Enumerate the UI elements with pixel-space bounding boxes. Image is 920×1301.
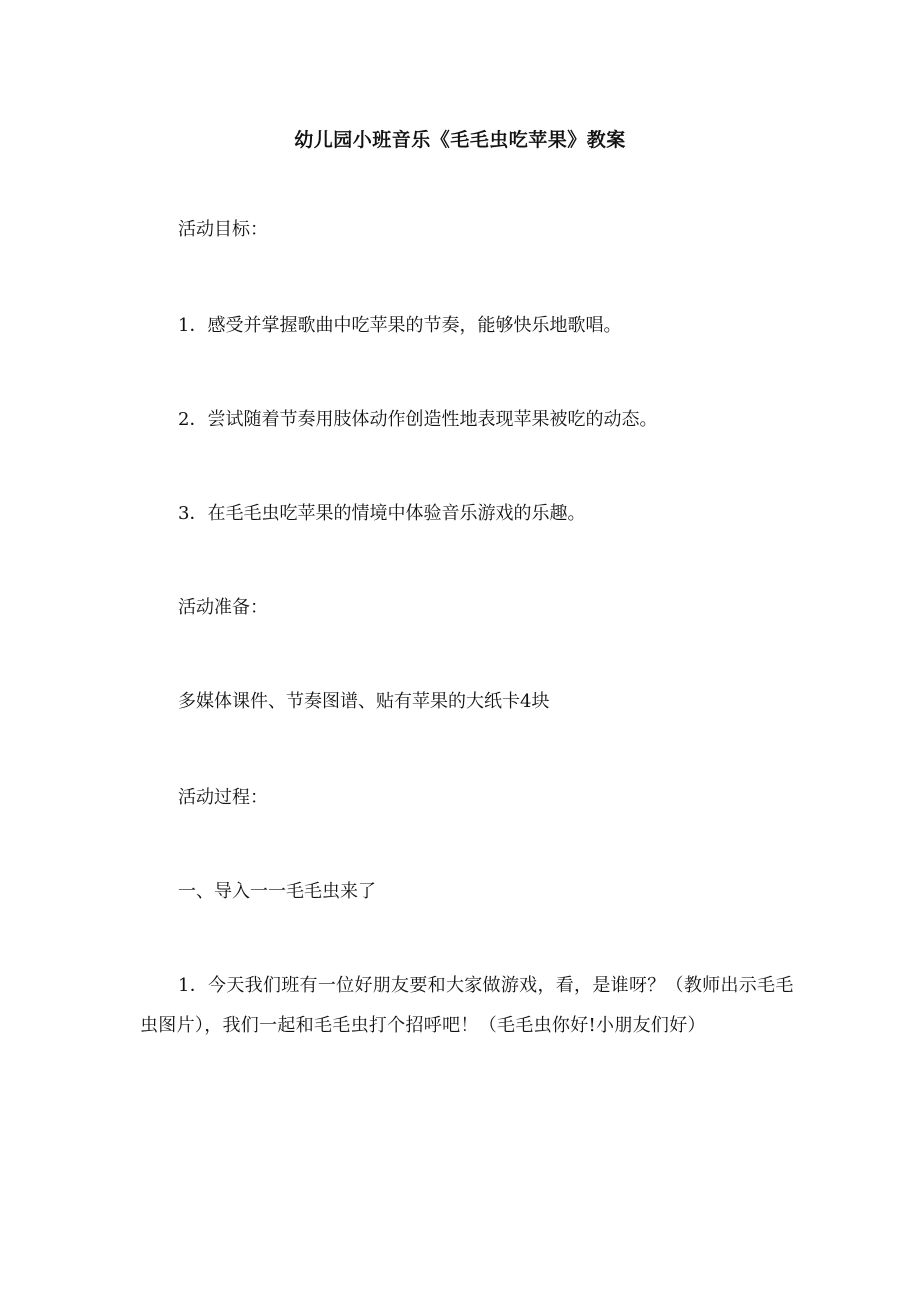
goal-item-1: 1．感受并掌握歌曲中吃苹果的节奏，能够快乐地歌唱。 xyxy=(178,315,622,336)
prep-text: 多媒体课件、节奏图谱、贴有苹果的大纸卡4块 xyxy=(178,691,550,712)
document-title: 幼儿园小班音乐《毛毛虫吃苹果》教案 xyxy=(294,129,626,151)
goals-heading: 活动目标： xyxy=(178,219,268,240)
goal-item-2: 2．尝试随着节奏用肢体动作创造性地表现苹果被吃的动态。 xyxy=(178,409,658,430)
prep-heading: 活动准备： xyxy=(178,597,268,618)
process-heading: 活动过程： xyxy=(178,787,268,808)
goal-item-3: 3．在毛毛虫吃苹果的情境中体验音乐游戏的乐趣。 xyxy=(178,503,586,524)
step-1-paragraph: 1．今天我们班有一位好朋友要和大家做游戏，看，是谁呀？（教师出示毛毛虫图片），我们一起和毛毛虫打个招呼吧！（毛毛虫你好!小朋友们好） xyxy=(140,975,794,1036)
step-1-heading: 一、导入一一毛毛虫来了 xyxy=(178,881,376,902)
